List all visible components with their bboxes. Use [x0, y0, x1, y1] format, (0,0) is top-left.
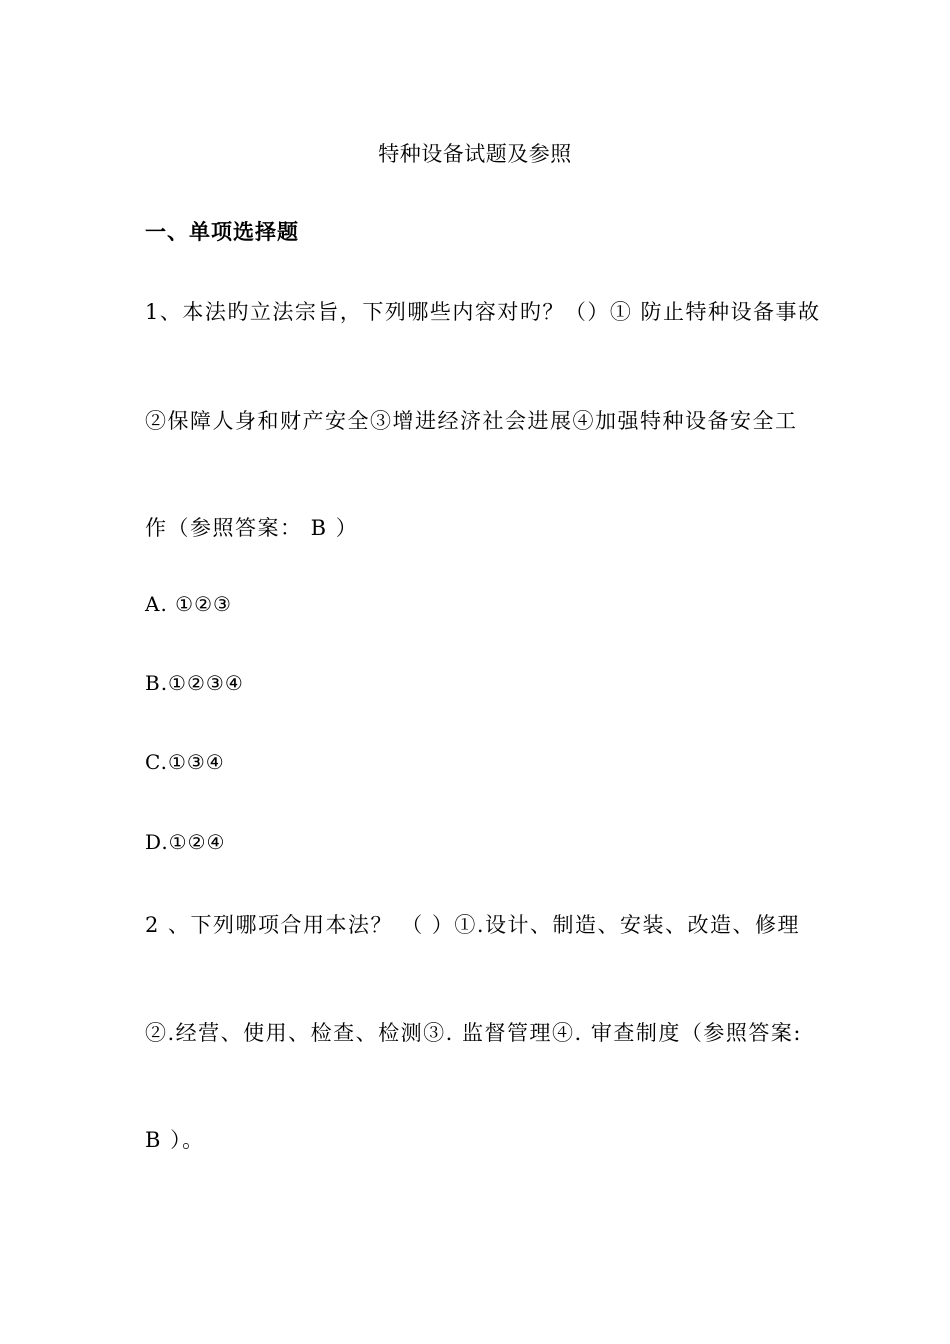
question-2-line-1: 2 、下列哪项合用本法？ （ ）①.设计、制造、安装、改造、修理	[145, 913, 801, 937]
question-1-line-1: 1、本法旳立法宗旨，下列哪些内容对旳？（）① 防止特种设备事故	[145, 300, 821, 324]
question-1-option-a: A. ①②③	[145, 592, 232, 616]
section-heading: 一、单项选择题	[145, 220, 299, 244]
question-1-option-d: D.①②④	[145, 830, 226, 854]
question-1-line-2: ②保障人身和财产安全③增进经济社会进展④加强特种设备安全工	[145, 409, 798, 433]
question-1-option-c: C.①③④	[145, 750, 225, 774]
question-1-option-b: B.①②③④	[145, 671, 244, 695]
question-2-line-3: B ）。	[145, 1128, 205, 1152]
document-title: 特种设备试题及参照	[378, 142, 572, 166]
question-1-line-3: 作（参照答案： B ）	[145, 516, 359, 540]
question-2-line-2: ②.经营、使用、检查、检测③. 监督管理④. 审查制度（参照答案:	[145, 1021, 802, 1045]
